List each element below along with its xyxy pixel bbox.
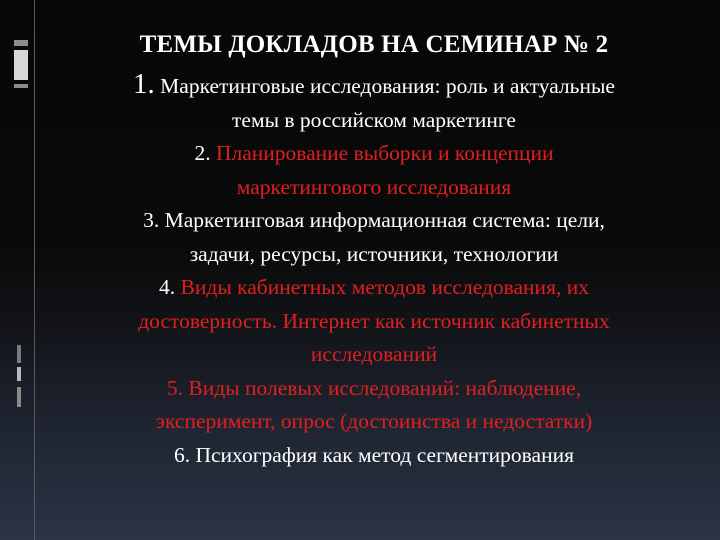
topic-item-1 <box>40 68 708 137</box>
topic-3-line-1 <box>40 204 708 238</box>
topic-4-text-1: Виды кабинетных методов исследования, их <box>180 275 589 299</box>
topic-4-number: 4. <box>159 275 176 299</box>
topic-5-text-1: Виды полевых исследований: наблюдение, <box>188 375 582 400</box>
topic-3-text-1: Маркетинговая информационная система: цели, <box>164 208 605 232</box>
slide-title: ТЕМЫ ДОКЛАДОВ НА СЕМИНАР № 2 <box>139 31 609 58</box>
topic-3-number: 3. <box>143 208 160 232</box>
topic-4-text-3: исследований <box>310 342 438 366</box>
topic-6-number: 6. <box>173 442 191 467</box>
topic-item-6 <box>40 439 708 473</box>
topic-item-5 <box>40 372 708 439</box>
topics-list <box>40 68 708 472</box>
topic-item-3 <box>40 204 708 271</box>
topic-5-line-1 <box>40 372 708 406</box>
topic-item-2 <box>40 137 708 204</box>
topic-2-line-1 <box>40 137 708 171</box>
topic-4-text-2: достоверность. Интернет как источник кабинетных <box>138 308 610 333</box>
slide-content <box>40 28 708 472</box>
topic-4-line-1 <box>40 271 708 305</box>
topic-1-line-1 <box>40 68 708 104</box>
topic-6-text-1: Психография как метод сегментирования <box>195 442 574 467</box>
topic-item-4 <box>40 271 708 372</box>
topic-1-text-2: темы в российском маркетинге <box>232 107 516 132</box>
topic-5-text-2: эксперимент, опрос (достоинства и недостатки) <box>155 409 593 433</box>
topic-3-text-2: задачи, ресурсы, источники, технологии <box>189 241 559 266</box>
topic-2-number: 2. <box>194 141 211 165</box>
topic-5-number: 5. <box>166 375 184 400</box>
topic-2-text-1: Планирование выборки и концепции <box>215 141 554 165</box>
topic-1-number: 1. <box>133 68 155 100</box>
left-border-line <box>34 0 35 540</box>
topic-6-line-1 <box>40 439 708 473</box>
topic-2-text-2: маркетингового исследования <box>236 174 512 199</box>
topic-1-text-1: Маркетинговые исследования: роль и актуальные <box>160 74 615 98</box>
